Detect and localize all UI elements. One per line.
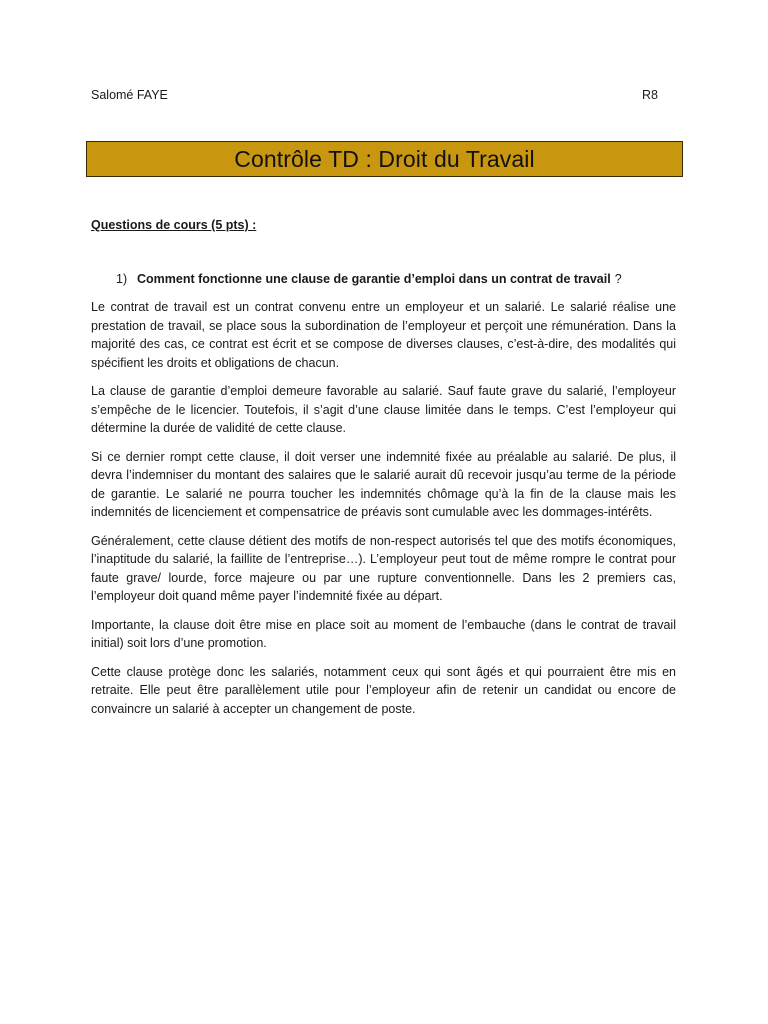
question-mark: ? [614, 272, 622, 286]
document-code: R8 [642, 88, 658, 102]
paragraph: La clause de garantie d’emploi demeure favorable au salarié. Sauf faute grave du salarié, l’employeur s’empêche de le licencier. Toutefois, il s’agit d’une clause limitée dans le temps. C’est l’employeur qui détermine la durée de validité de cette clause. [91, 384, 676, 435]
answer-body [91, 298, 676, 728]
question-line [137, 271, 622, 287]
paragraph: Généralement, cette clause détient des motifs de non-respect autorisés tel que des motifs économiques, l’inaptitude du salarié, la faillite de l’entreprise…). L’employeur peut tout de même rompre le contrat pour faute grave/ lourde, force majeure ou par une rupture conventionnelle. Dans les 2 premiers cas, l’employeur doit quand même payer l’indemnité fixée au départ. [91, 533, 676, 603]
section-heading: Questions de cours (5 pts) : [91, 218, 257, 232]
paragraph: Cette clause protège donc les salariés, notamment ceux qui sont âgés et qui pourraient être mis en retraite. Elle peut être parallèlement utile pour l’employeur afin de retenir un candidat ou encore de convaincre un salarié à accepter un changement de poste. [91, 664, 676, 716]
title-banner [86, 141, 683, 177]
document-title: Contrôle TD : Droit du Travail [234, 145, 535, 172]
author-name: Salomé FAYE [91, 88, 168, 102]
question-number: 1) [116, 272, 128, 286]
question-1 [116, 271, 676, 287]
document-header [91, 87, 658, 103]
question-text: Comment fonctionne une clause de garantie d’emploi dans un contrat de travail [137, 272, 611, 286]
paragraph: Si ce dernier rompt cette clause, il doit verser une indemnité fixée au préalable au salarié. De plus, il devra l’indemniser du montant des salaires que le salarié aurait dû recevoir jusqu’au terme de la période de garantie. Le salarié ne pourra toucher les indemnités chômage qu’à la fin de la clause mais les indemnités de licenciement et compensatrice de préavis sont cumulable avec les dommages-intérêts. [91, 449, 676, 519]
paragraph: Le contrat de travail est un contrat convenu entre un employeur et un salarié. Le salarié réalise une prestation de travail, se place sous la subordination de l’employeur et perçoit une rémunération. Dans la majorité des cas, ce contrat est écrit et se compose de diverses clauses, c’est-à-dire, des modalités qui spécifient les droits et obligations de chacun. [91, 300, 676, 370]
paragraph: Importante, la clause doit être mise en place soit au moment de l’embauche (dans le contrat de travail initial) soit lors d’une promotion. [91, 617, 676, 650]
